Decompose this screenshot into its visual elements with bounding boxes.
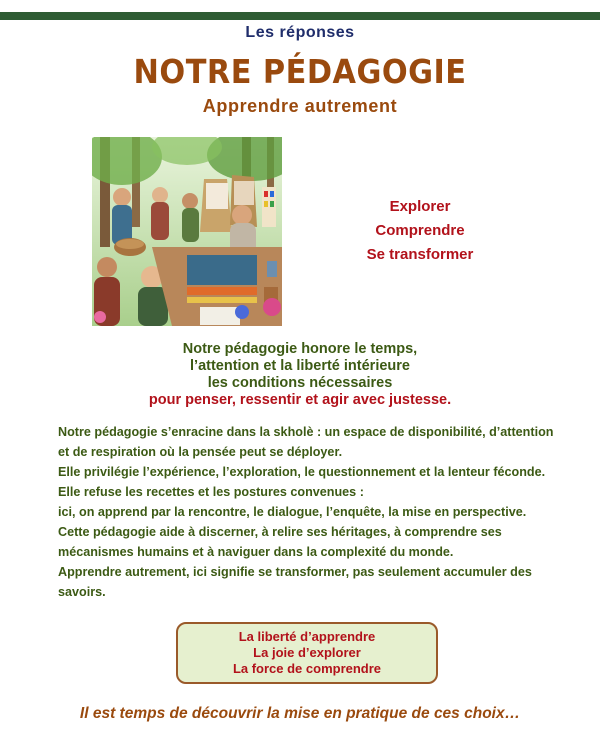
body-paragraph: Apprendre autrement, ici signifie se transformer, pas seulement accumuler des savoirs.: [58, 565, 532, 599]
callout-line: La liberté d’apprendre: [238, 629, 376, 644]
lead-line: l’attention et la liberté intérieure: [190, 358, 410, 374]
key-verbs: [330, 195, 510, 267]
body-paragraph: ici, on apprend par la rencontre, le dialogue, l’enquête, la mise en perspective.: [58, 505, 527, 519]
section-kicker: Les réponses: [245, 24, 355, 41]
verb-explorer: Explorer: [389, 198, 451, 215]
body-paragraph: Cette pédagogie aide à discerner, à relire ses héritages, à comprendre ses mécanismes humains et à naviguer dans la complexité du monde.: [58, 525, 502, 559]
body-paragraph: Elle privilégie l’expérience, l’exploration, le questionnement et la lenteur féconde.: [58, 465, 546, 479]
callout-line: La force de comprendre: [232, 661, 382, 676]
verb-se-transformer: Se transformer: [366, 246, 474, 263]
workshop-illustration: [92, 137, 282, 326]
lead-line: Notre pédagogie honore le temps,: [182, 341, 418, 357]
lead-statement: [0, 341, 600, 409]
page-title: NOTRE PÉDAGOGIE: [133, 52, 467, 91]
page-subtitle: Apprendre autrement: [202, 96, 398, 116]
verb-comprendre: Comprendre: [375, 222, 465, 239]
callout-line: La joie d’explorer: [253, 645, 361, 660]
callout-box: [176, 622, 438, 684]
body-paragraph: Elle refuse les recettes et les postures convenues :: [58, 485, 364, 499]
lead-accent-line: pour penser, ressentir et agir avec justesse.: [148, 392, 452, 408]
top-divider-bar: [0, 12, 600, 20]
lead-line: les conditions nécessaires: [207, 375, 393, 391]
body-paragraph: Notre pédagogie s’enracine dans la skholè : un espace de disponibilité, d’attention et de respiration où la pensée peut se déployer.: [58, 425, 554, 459]
footer-tagline: Il est temps de découvrir la mise en pratique de ces choix…: [79, 705, 521, 722]
body-text: [58, 422, 568, 602]
